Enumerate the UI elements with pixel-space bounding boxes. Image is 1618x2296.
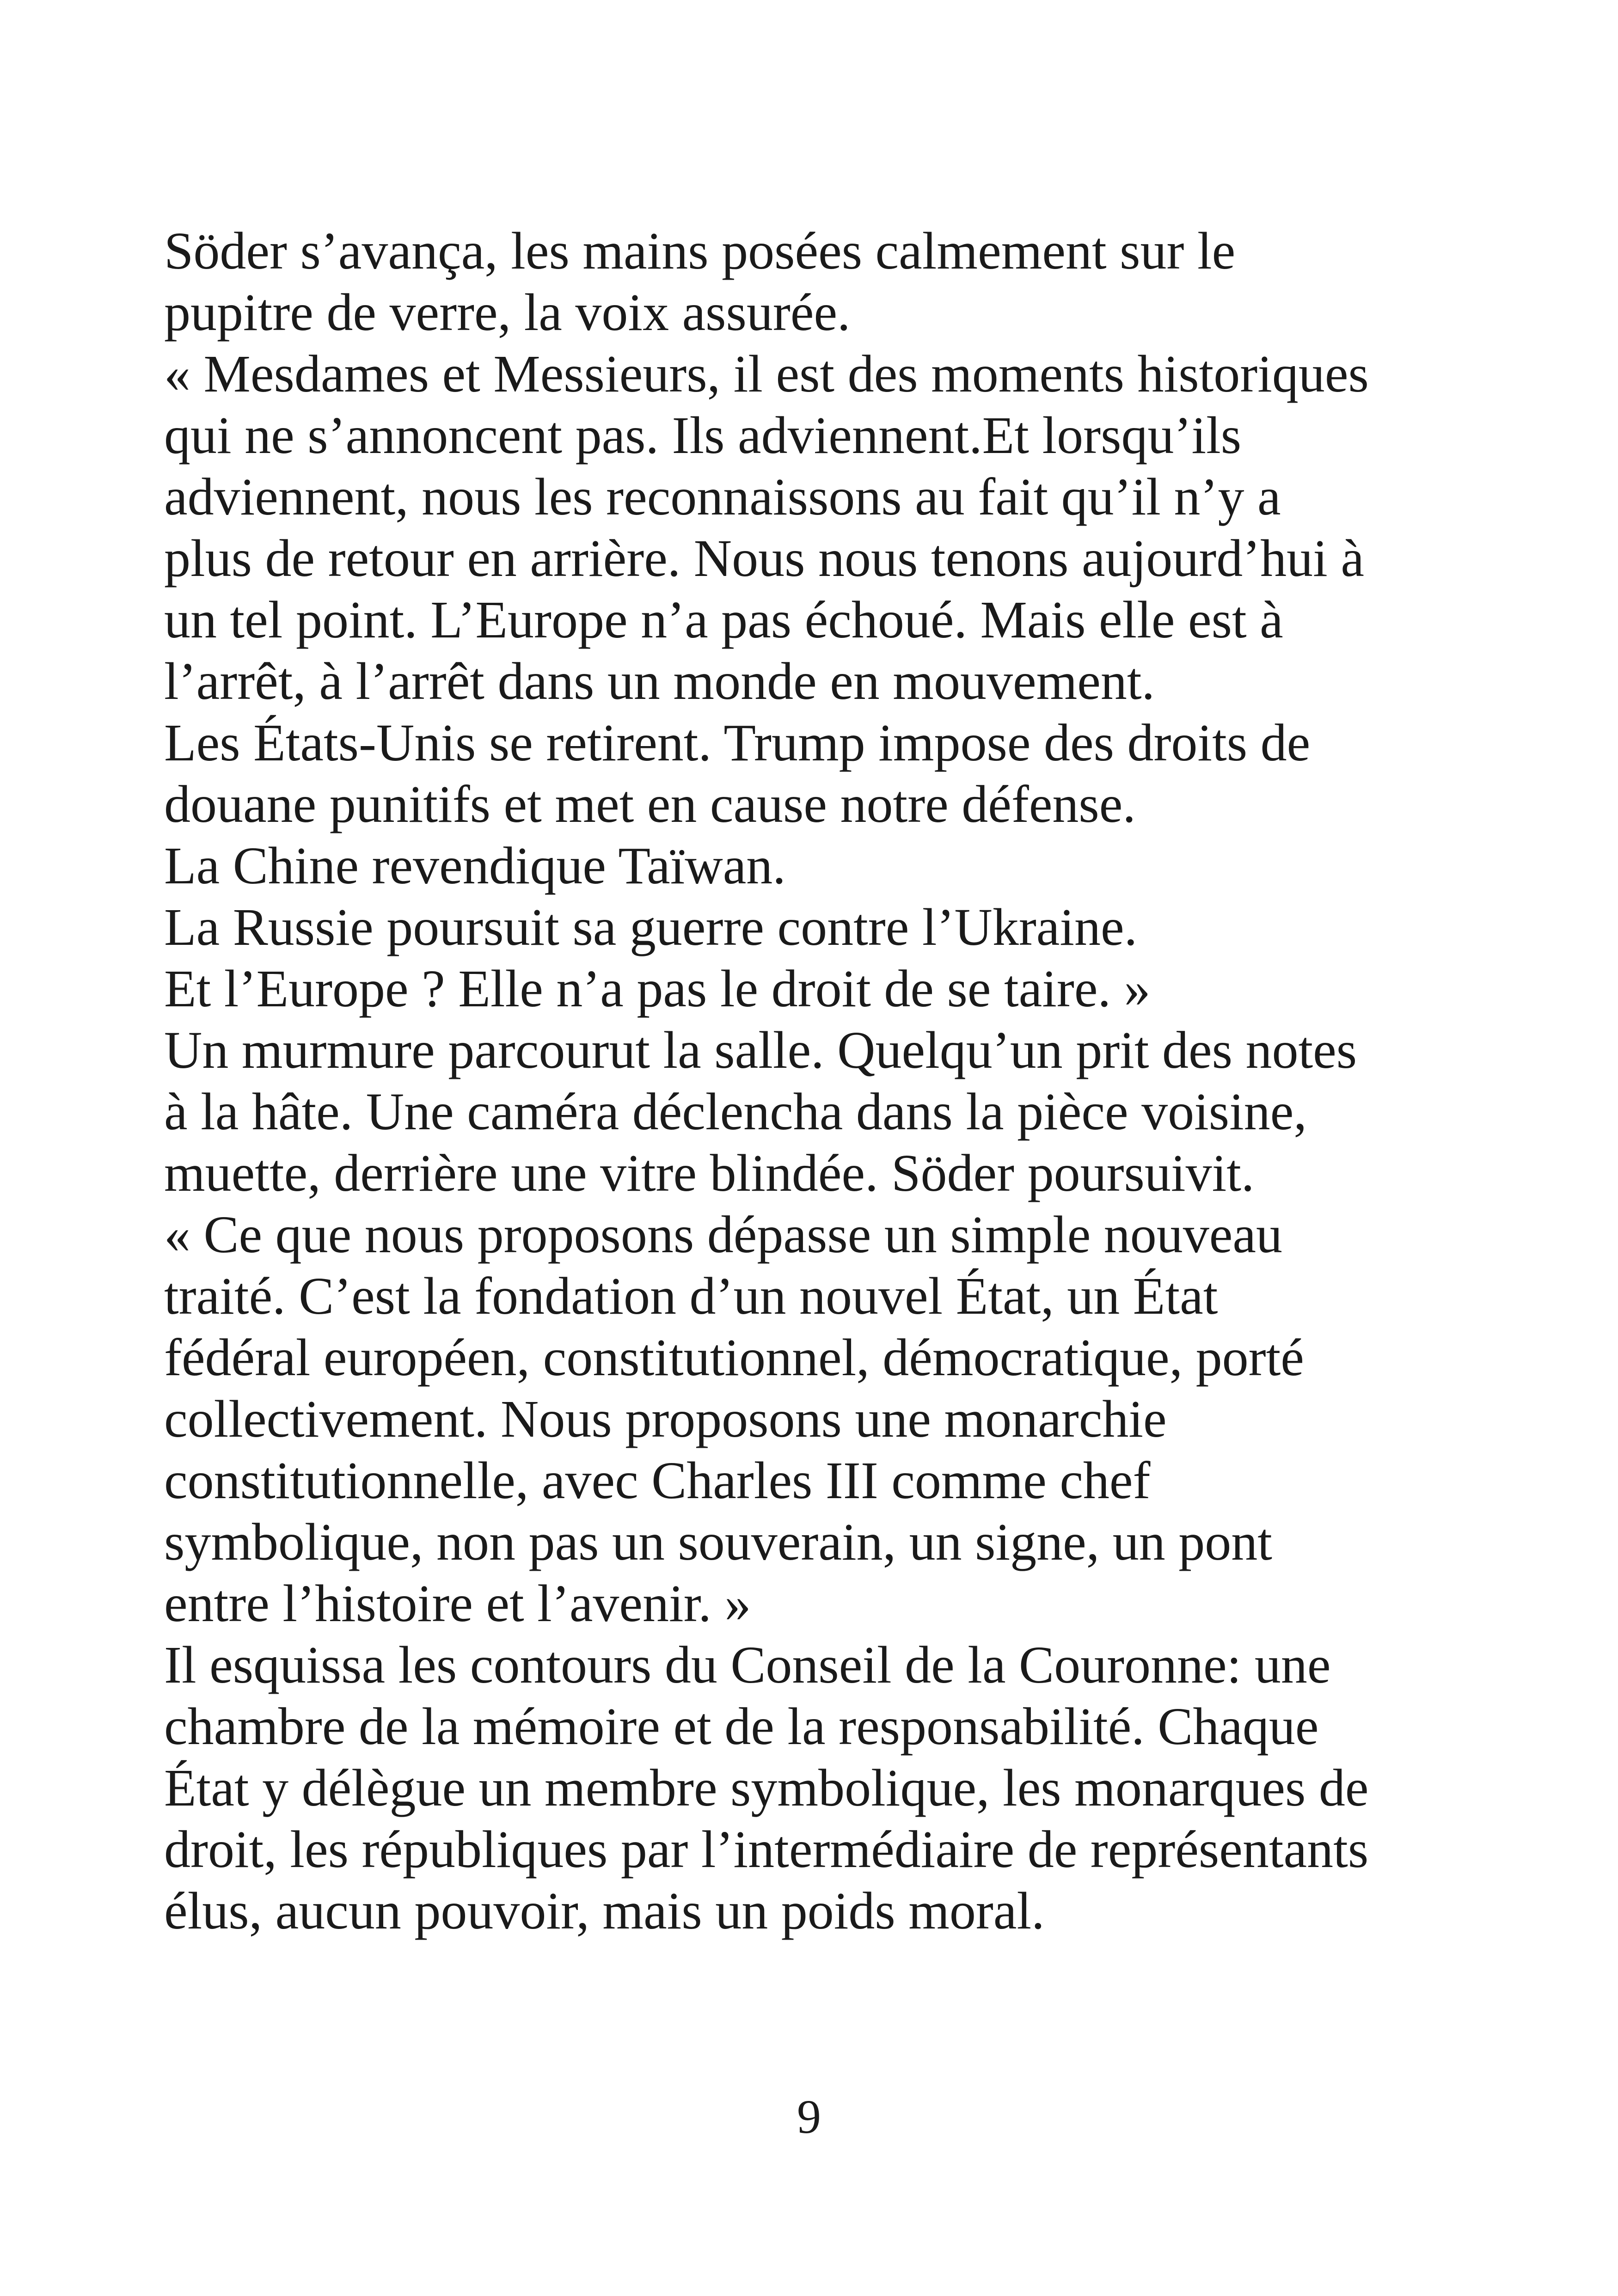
- text-line: un tel point. L’Europe n’a pas échoué. Mais elle est à: [164, 590, 1283, 649]
- text-line: adviennent, nous les reconnaissons au fait qu’il n’y a: [164, 467, 1281, 526]
- text-line: État y délègue un membre symbolique, les monarques de: [164, 1758, 1369, 1817]
- text-line: douane punitifs et met en cause notre défense.: [164, 775, 1136, 833]
- text-line: Les États-Unis se retirent. Trump impose des droits de: [164, 713, 1311, 772]
- text-line: fédéral européen, constitutionnel, démocratique, porté: [164, 1328, 1304, 1387]
- text-line: « Mesdames et Messieurs, il est des moments historiques: [164, 344, 1369, 403]
- text-line: Un murmure parcourut la salle. Quelqu’un prit des notes: [164, 1021, 1357, 1079]
- text-line: symbolique, non pas un souverain, un signe, un pont: [164, 1512, 1272, 1571]
- text-line: constitutionnelle, avec Charles III comme chef: [164, 1451, 1151, 1510]
- text-line: Il esquissa les contours du Conseil de la Couronne: une: [164, 1635, 1331, 1694]
- text-line: plus de retour en arrière. Nous nous tenons aujourd’hui à: [164, 529, 1364, 588]
- text-line: muette, derrière une vitre blindée. Söder poursuivit.: [164, 1144, 1255, 1202]
- text-line: élus, aucun pouvoir, mais un poids moral.: [164, 1881, 1045, 1940]
- text-line: l’arrêt, à l’arrêt dans un monde en mouvement.: [164, 652, 1155, 710]
- text-line: chambre de la mémoire et de la responsabilité. Chaque: [164, 1697, 1319, 1756]
- text-line: « Ce que nous proposons dépasse un simple nouveau: [164, 1205, 1282, 1264]
- text-line: traité. C’est la fondation d’un nouvel État, un État: [164, 1267, 1218, 1325]
- text-line: La Chine revendique Taïwan.: [164, 836, 786, 895]
- text-line: La Russie poursuit sa guerre contre l’Ukraine.: [164, 898, 1138, 956]
- text-line: qui ne s’annoncent pas. Ils adviennent.Et lorsqu’ils: [164, 406, 1242, 465]
- body-text: [164, 220, 1440, 1941]
- text-line: à la hâte. Une caméra déclencha dans la pièce voisine,: [164, 1082, 1307, 1141]
- text-line: Et l’Europe ? Elle n’a pas le droit de se taire. »: [164, 959, 1151, 1018]
- text-line: Söder s’avança, les mains posées calmement sur le: [164, 221, 1236, 280]
- text-line: collectivement. Nous proposons une monarchie: [164, 1390, 1167, 1448]
- text-line: droit, les républiques par l’intermédiaire de représentants: [164, 1820, 1369, 1879]
- text-line: entre l’histoire et l’avenir. »: [164, 1574, 751, 1633]
- page-number: 9: [797, 2090, 821, 2143]
- text-line: pupitre de verre, la voix assurée.: [164, 283, 851, 342]
